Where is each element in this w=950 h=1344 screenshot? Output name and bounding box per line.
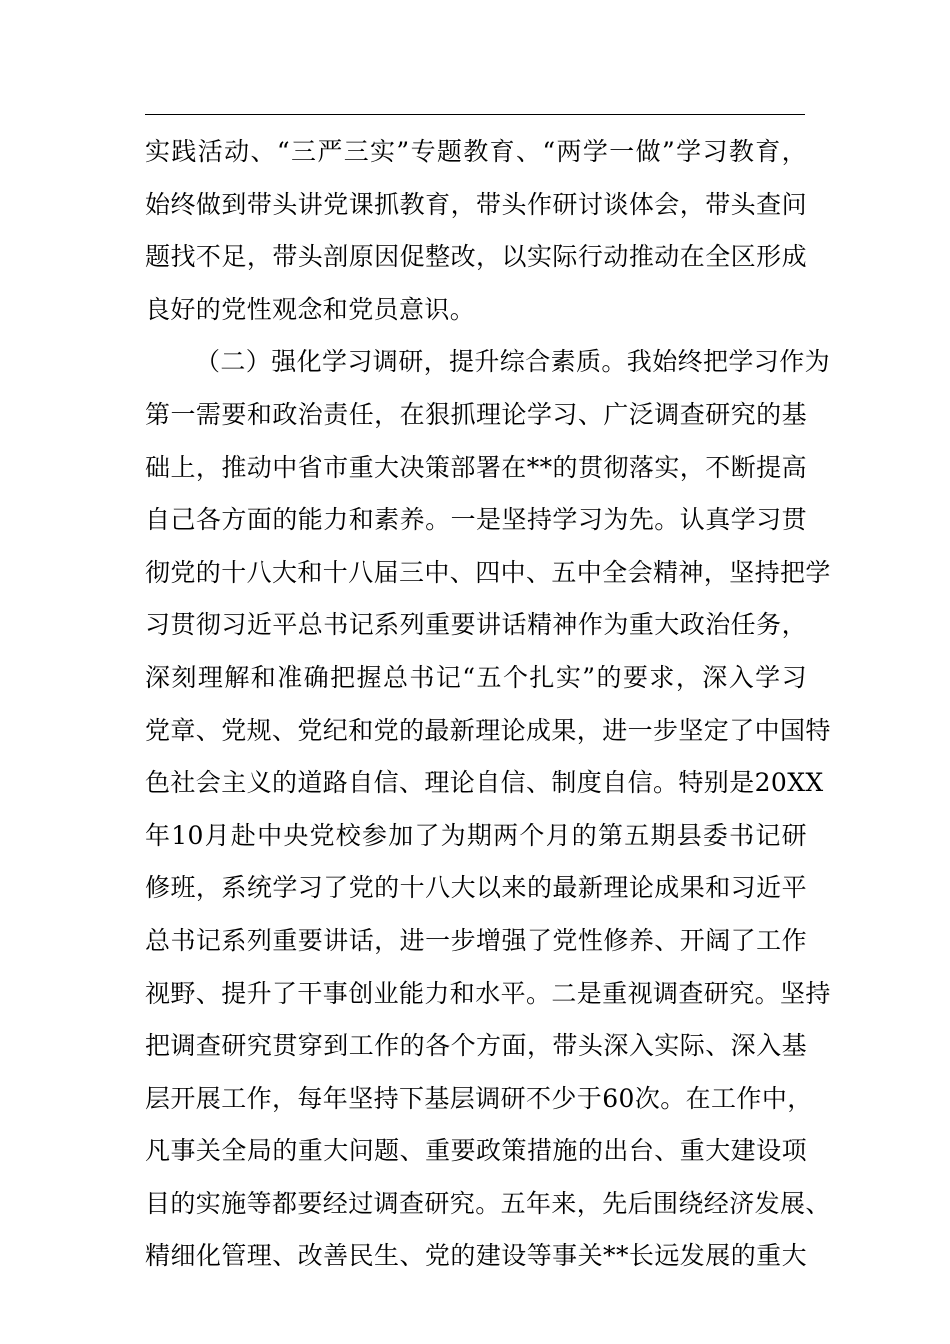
section-heading-line: （二）强化学习调研，提升综合素质。我始终把学习作为 — [195, 347, 831, 377]
text-line: 色社会主义的道路自信、理论自信、制度自信。特别是20XX — [145, 768, 824, 798]
text-line: 精细化管理、改善民生、党的建设等事关**长远发展的重大 — [145, 1241, 807, 1271]
header-rule — [145, 114, 805, 115]
text-line: 视野、提升了干事创业能力和水平。二是重视调查研究。坚持 — [145, 978, 831, 1008]
text-line: 习贯彻习近平总书记系列重要讲话精神作为重大政治任务， — [145, 610, 807, 640]
body-text — [145, 126, 831, 1283]
text-line: 目的实施等都要经过调查研究。五年来，先后围绕经济发展、 — [145, 1188, 831, 1218]
text-line: 层开展工作，每年坚持下基层调研不少于60次。在工作中， — [145, 1083, 813, 1113]
text-line: 第一需要和政治责任，在狠抓理论学习、广泛调查研究的基 — [145, 399, 807, 429]
text-line: 总书记系列重要讲话，进一步增强了党性修养、开阔了工作 — [145, 925, 807, 955]
text-line: 凡事关全局的重大问题、重要政策措施的出台、重大建设项 — [145, 1136, 807, 1166]
text-line: 修班，系统学习了党的十八大以来的最新理论成果和习近平 — [145, 873, 807, 903]
text-line: 础上，推动中省市重大决策部署在**的贯彻落实，不断提高 — [145, 452, 807, 482]
text-line: 自己各方面的能力和素养。一是坚持学习为先。认真学习贯 — [145, 505, 807, 535]
text-line: 题找不足，带头剖原因促整改，以实际行动推动在全区形成 — [145, 242, 807, 272]
text-line: 年10月赴中央党校参加了为期两个月的第五期县委书记研 — [145, 820, 807, 850]
text-line: 深刻理解和准确把握总书记“五个扎实”的要求，深入学习 — [145, 662, 807, 692]
text-line: 党章、党规、党纪和党的最新理论成果，进一步坚定了中国特 — [145, 715, 831, 745]
text-line: 始终做到带头讲党课抓教育，带头作研讨谈体会，带头查问 — [145, 189, 807, 219]
text-line: 实践活动、“三严三实”专题教育、“两学一做”学习教育， — [145, 137, 807, 166]
text-line: 良好的党性观念和党员意识。 — [145, 294, 476, 324]
text-line: 把调查研究贯穿到工作的各个方面，带头深入实际、深入基 — [145, 1031, 807, 1061]
text-line: 彻党的十八大和十八届三中、四中、五中全会精神，坚持把学 — [145, 557, 831, 587]
